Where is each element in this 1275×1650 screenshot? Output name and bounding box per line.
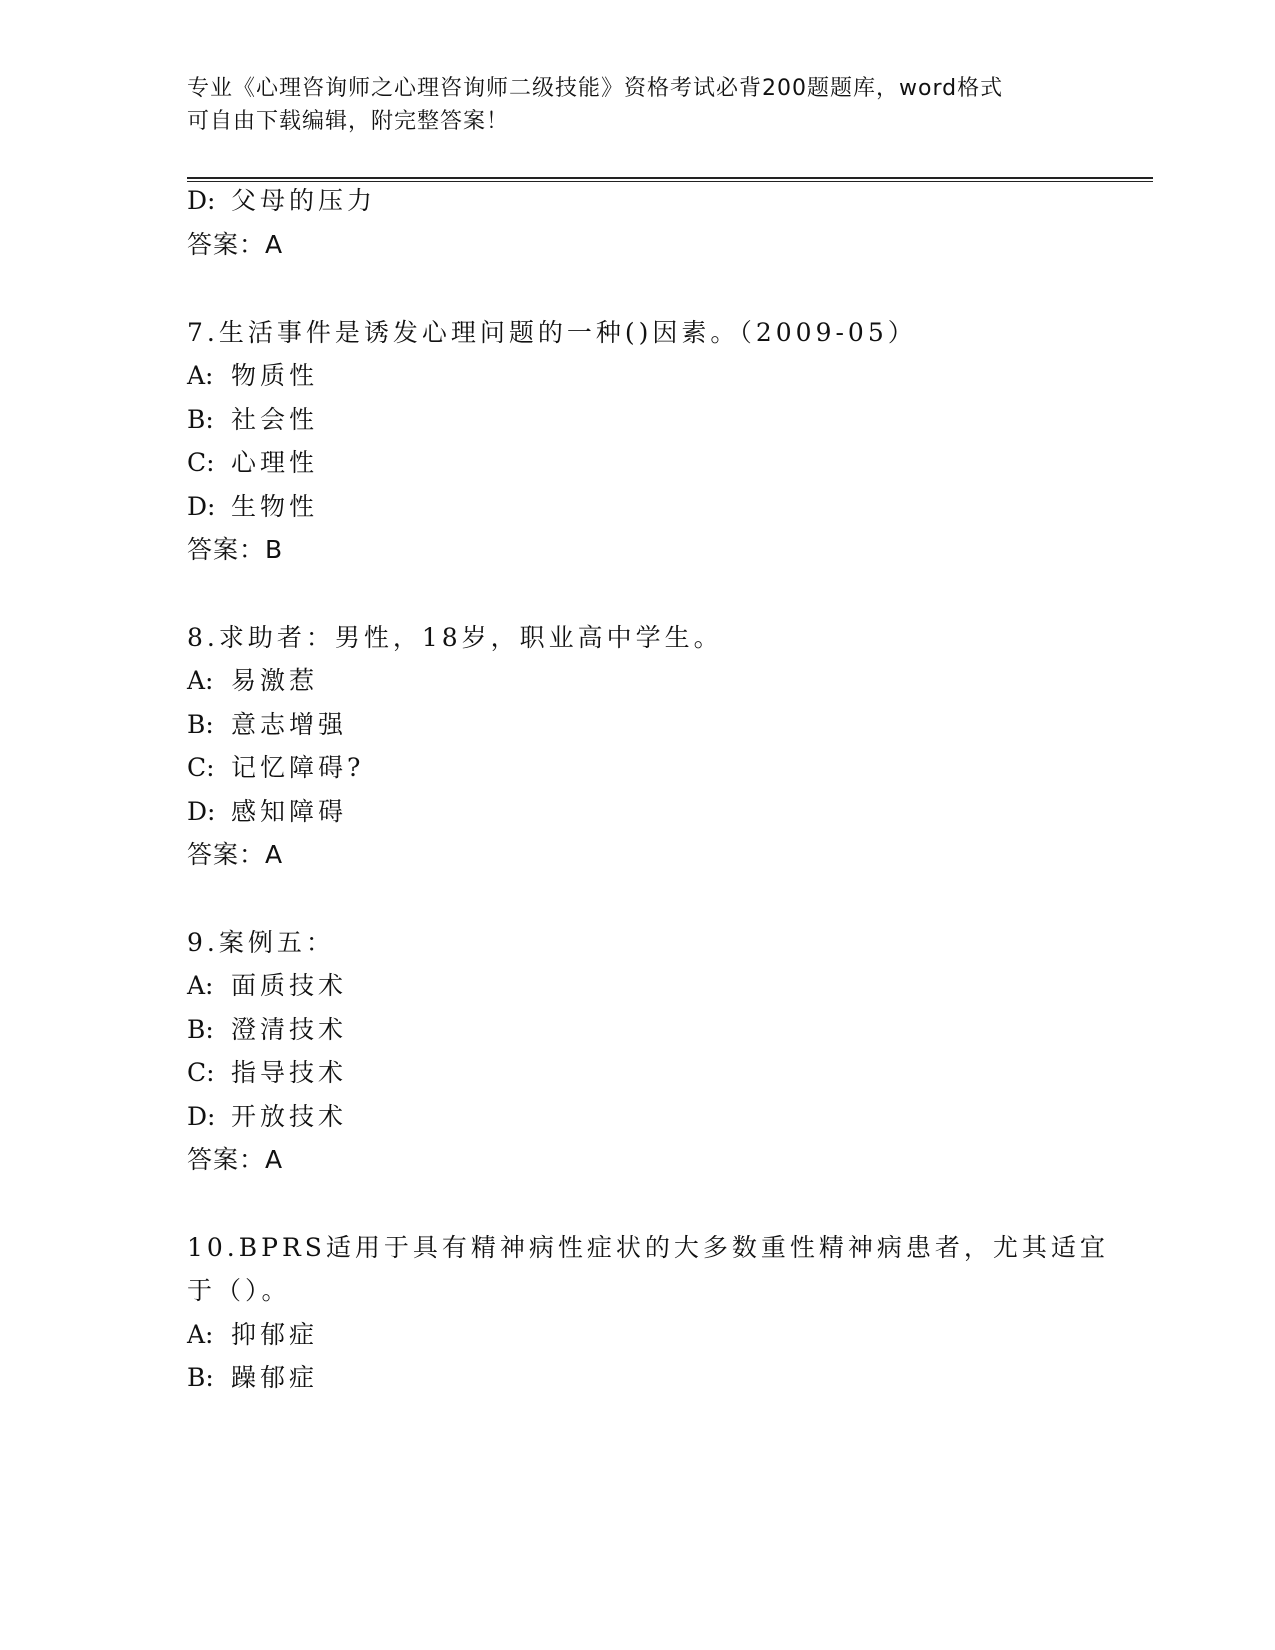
option-key: B: bbox=[187, 710, 214, 739]
q8-option-b bbox=[187, 710, 347, 740]
header-line-1: 专业《心理咨询师之心理咨询师二级技能》资格考试必背200题题库，word格式 bbox=[187, 76, 1004, 101]
option-key: A: bbox=[187, 1320, 214, 1349]
q7-option-b bbox=[187, 405, 318, 435]
option-text: 易激惹 bbox=[231, 666, 319, 695]
option-key: D: bbox=[187, 492, 216, 521]
q10-option-b bbox=[187, 1363, 318, 1393]
option-text: 物质性 bbox=[231, 361, 319, 390]
q7-option-d bbox=[187, 492, 318, 522]
option-text: 面质技术 bbox=[231, 971, 348, 1000]
option-key: C: bbox=[187, 753, 215, 782]
option-key: B: bbox=[187, 1363, 214, 1392]
option-text: 社会性 bbox=[231, 405, 319, 434]
option-key: A: bbox=[187, 971, 214, 1000]
option-text: 感知障碍 bbox=[231, 797, 348, 826]
q7-answer: 答案：B bbox=[187, 535, 284, 564]
q9-option-b bbox=[187, 1015, 347, 1045]
document-header bbox=[187, 72, 1087, 138]
prev-answer: 答案：A bbox=[187, 230, 284, 259]
q7-option-a bbox=[187, 361, 318, 391]
q9-answer: 答案：A bbox=[187, 1145, 284, 1174]
option-key: C: bbox=[187, 1058, 215, 1087]
q9-stem: 9.案例五： bbox=[187, 928, 335, 957]
option-text: 生物性 bbox=[231, 492, 319, 521]
option-key: A: bbox=[187, 361, 214, 390]
option-text: 记忆障碍? bbox=[231, 753, 365, 782]
option-text: 躁郁症 bbox=[231, 1363, 319, 1392]
option-text: 抑郁症 bbox=[231, 1320, 319, 1349]
option-key: D: bbox=[187, 797, 216, 826]
q10-stem-line-1: 10.BPRS适用于具有精神病性症状的大多数重性精神病患者，尤其适宜 bbox=[187, 1233, 1109, 1262]
q9-option-a bbox=[187, 971, 347, 1001]
option-text: 父母的压力 bbox=[231, 186, 377, 215]
option-key: B: bbox=[187, 405, 214, 434]
option-text: 意志增强 bbox=[231, 710, 348, 739]
q10-stem-line-2: 于（）。 bbox=[187, 1276, 291, 1305]
q8-option-a bbox=[187, 666, 318, 696]
option-key: A: bbox=[187, 666, 214, 695]
q9-option-d bbox=[187, 1102, 347, 1132]
q7-stem: 7.生活事件是诱发心理问题的一种()因素。（2009-05） bbox=[187, 318, 917, 347]
header-divider bbox=[187, 177, 1153, 182]
option-text: 心理性 bbox=[231, 448, 319, 477]
option-key: D: bbox=[187, 1102, 216, 1131]
q8-option-d bbox=[187, 797, 347, 827]
q10-option-a bbox=[187, 1320, 318, 1350]
q8-option-c bbox=[187, 753, 364, 783]
option-text: 指导技术 bbox=[231, 1058, 348, 1087]
option-key: B: bbox=[187, 1015, 214, 1044]
q8-stem: 8.求助者：男性，18岁，职业高中学生。 bbox=[187, 623, 723, 652]
option-text: 澄清技术 bbox=[231, 1015, 348, 1044]
q9-option-c bbox=[187, 1058, 347, 1088]
prev-option-d bbox=[187, 186, 376, 216]
option-key: C: bbox=[187, 448, 215, 477]
header-line-2: 可自由下载编辑，附完整答案！ bbox=[187, 109, 510, 134]
option-text: 开放技术 bbox=[231, 1102, 348, 1131]
q8-answer: 答案：A bbox=[187, 840, 284, 869]
q7-option-c bbox=[187, 448, 318, 478]
option-key: D: bbox=[187, 186, 216, 215]
